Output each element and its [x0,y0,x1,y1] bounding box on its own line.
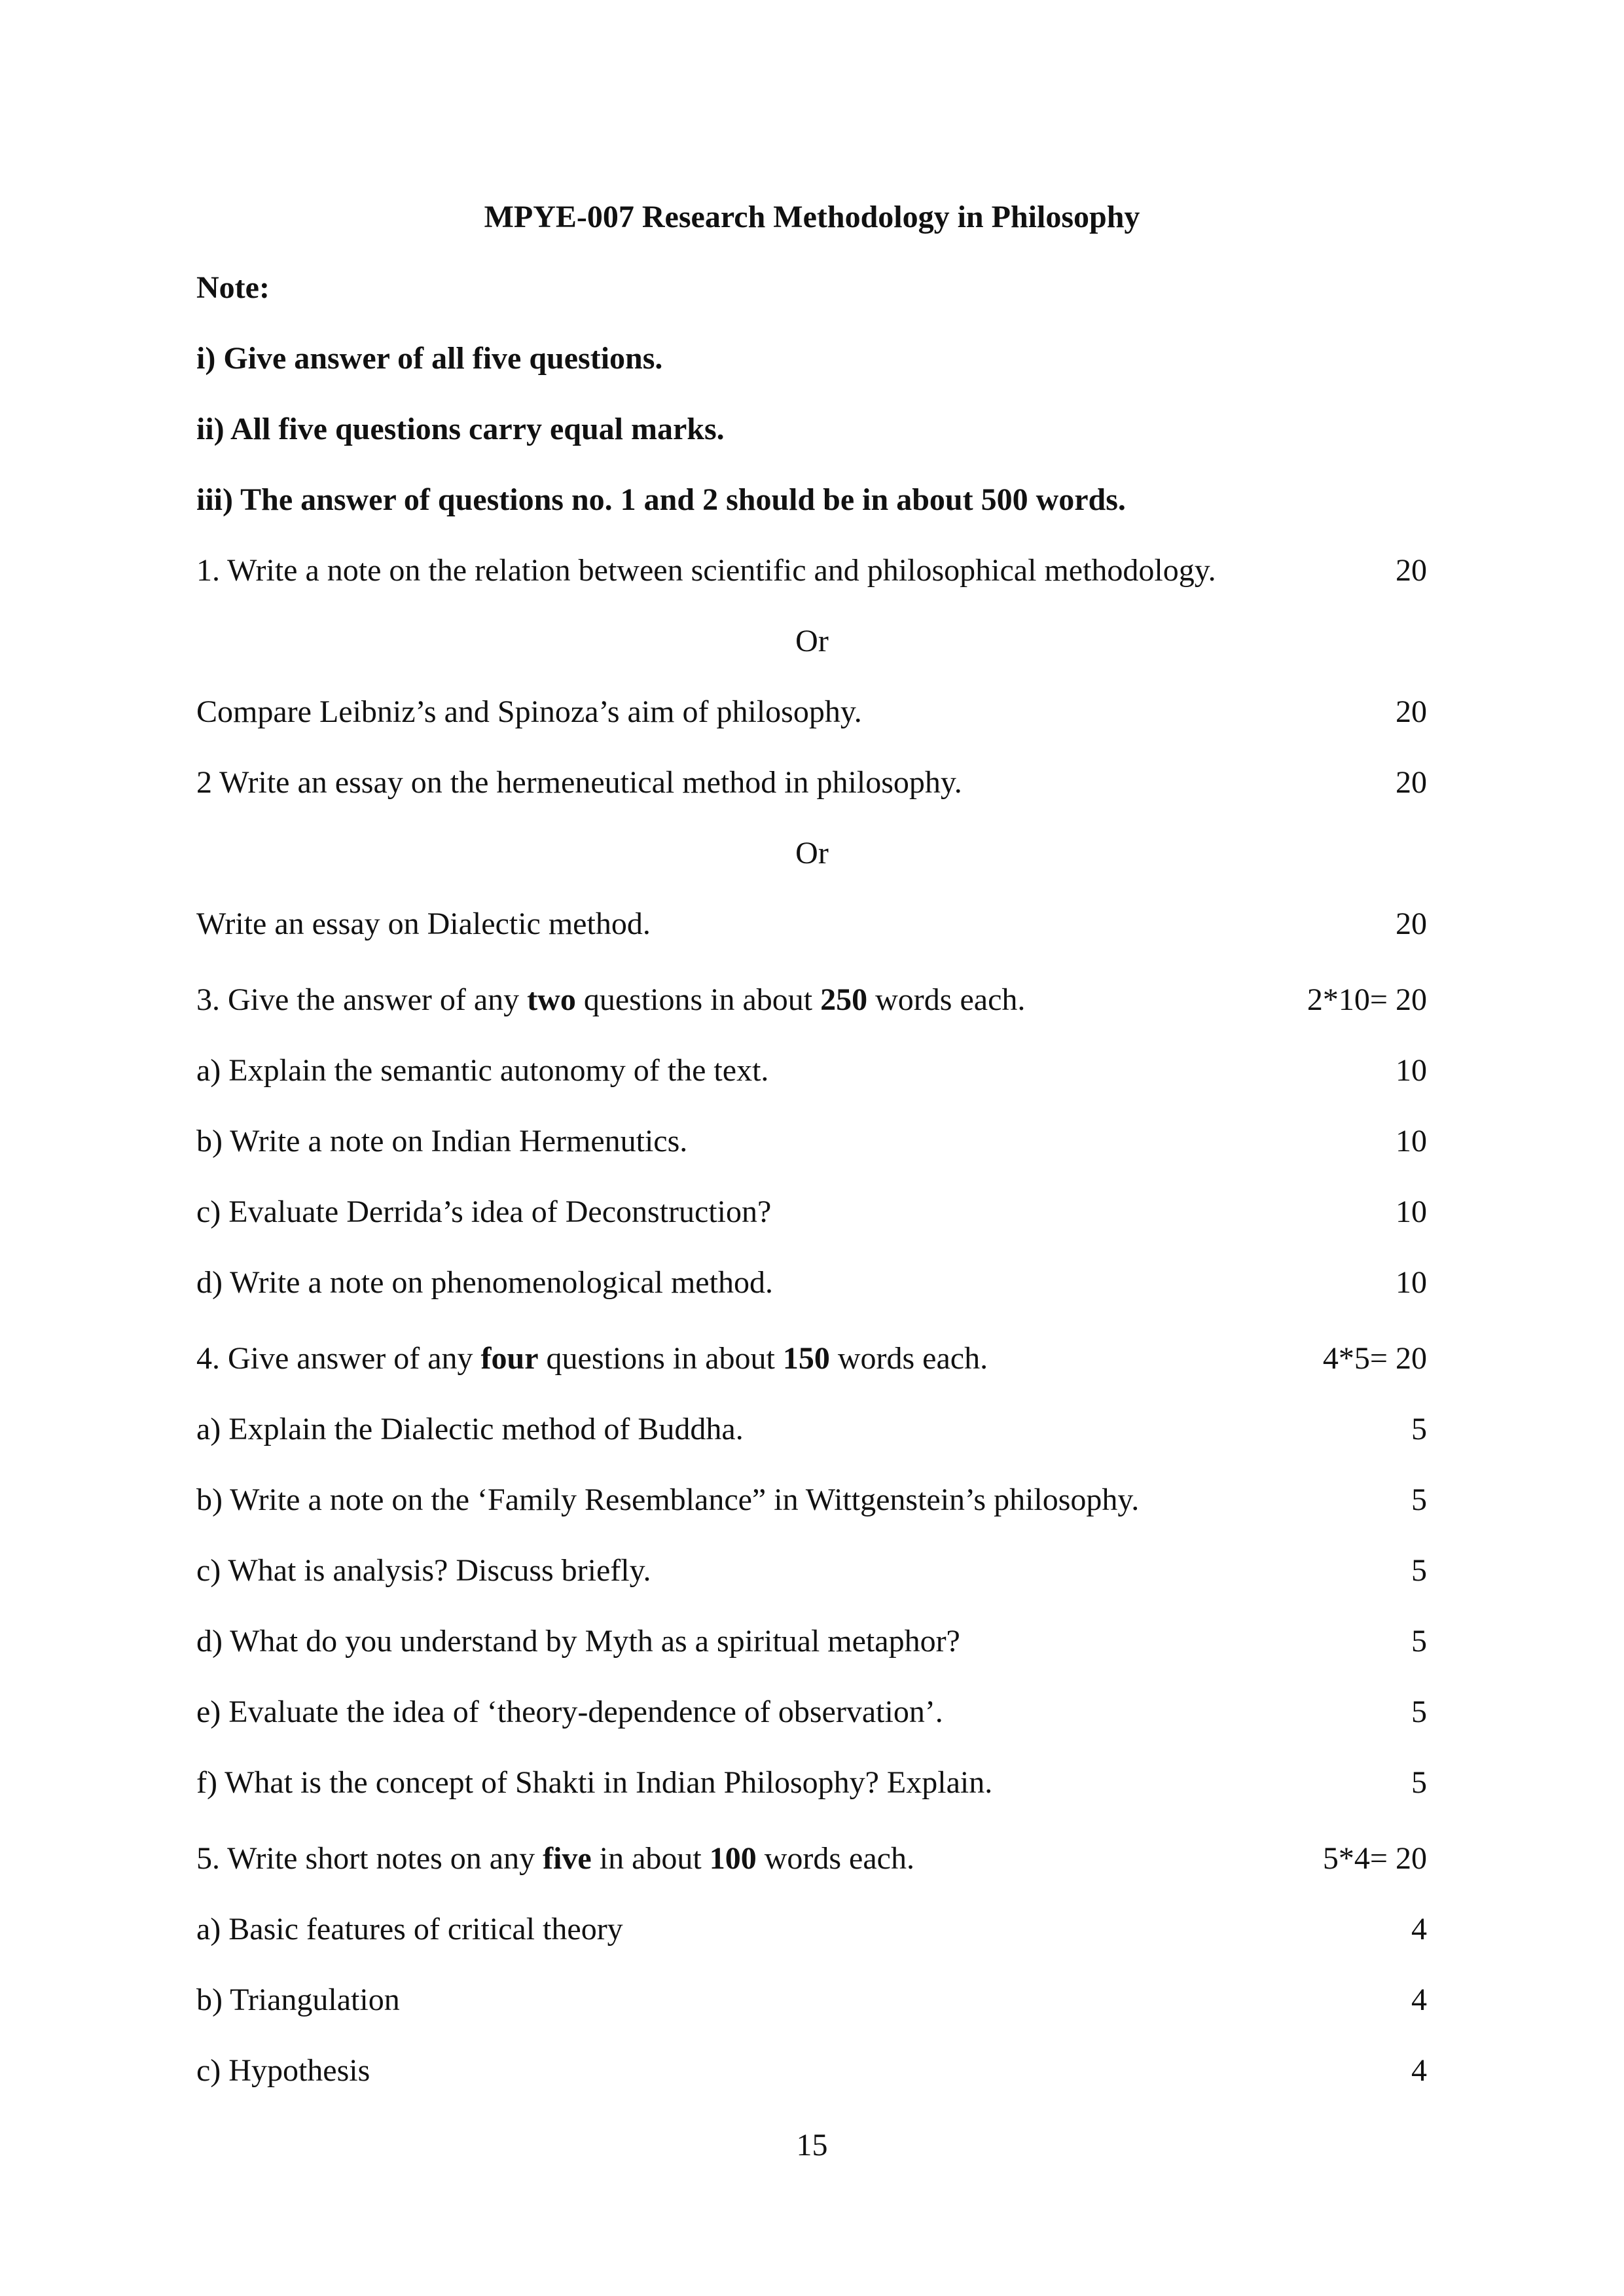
question-5-item-c: c) Hypothesis 4 [196,2053,1427,2088]
question-text: Write an essay on Dialectic method. [196,906,651,941]
or-separator: Or [795,836,829,870]
question-marks: 2*10= 20 [1307,982,1427,1017]
question-4-item-d: d) What do you understand by Myth as a spiritual metaphor? 5 [196,1624,1427,1659]
question-4-intro [196,1335,1427,1382]
question-3-intro [196,977,1427,1024]
question-text: 5. Write short notes on any five in about 100 words each. [196,1841,914,1876]
note-item-2: ii) All five questions carry equal marks. [196,412,725,446]
question-text: Compare Leibniz’s and Spinoza’s aim of philosophy. [196,694,862,729]
question-1-alternative [196,689,1427,736]
question-5-item-b: b) Triangulation 4 [196,1982,1427,2017]
question-marks: 5*4= 20 [1322,1841,1427,1876]
question-text: 1. Write a note on the relation between scientific and philosophical methodology. [196,553,1216,588]
note-heading: Note: [196,270,270,305]
question-3-item-c: c) Evaluate Derrida’s idea of Deconstruction? 10 [196,1194,1427,1229]
note-item-1: i) Give answer of all five questions. [196,341,663,376]
page-number: 15 [796,2128,828,2162]
question-4-item-b: b) Write a note on the ‘Family Resemblance” in Wittgenstein’s philosophy. 5 [196,1482,1427,1517]
question-4-item-e: e) Evaluate the idea of ‘theory-dependence of observation’. 5 [196,1695,1427,1729]
question-5-item-a: a) Basic features of critical theory 4 [196,1912,1427,1946]
question-1 [196,547,1427,594]
question-2-alternative [196,901,1427,948]
page-title: MPYE-007 Research Methodology in Philosophy [484,200,1140,234]
question-2 [196,759,1427,806]
question-3-item-a: a) Explain the semantic autonomy of the text. 10 [196,1053,1427,1088]
question-marks: 20 [1396,694,1427,729]
question-3-item-b: b) Write a note on Indian Hermenutics. 10 [196,1124,1427,1158]
question-4-item-f: f) What is the concept of Shakti in Indian Philosophy? Explain. 5 [196,1765,1427,1800]
question-text: 3. Give the answer of any two questions in about 250 words each. [196,982,1026,1017]
question-4-item-a: a) Explain the Dialectic method of Buddha. 5 [196,1412,1427,1446]
question-5-intro [196,1835,1427,1882]
question-text: 2 Write an essay on the hermeneutical method in philosophy. [196,765,962,800]
question-3-item-d: d) Write a note on phenomenological method. 10 [196,1265,1427,1300]
question-4-item-c: c) What is analysis? Discuss briefly. 5 [196,1553,1427,1588]
or-separator: Or [795,624,829,658]
question-marks: 20 [1396,765,1427,800]
note-item-3: iii) The answer of questions no. 1 and 2 should be in about 500 words. [196,482,1126,517]
question-marks: 20 [1396,906,1427,941]
question-marks: 4*5= 20 [1322,1341,1427,1376]
question-marks: 20 [1396,553,1427,588]
question-text: 4. Give answer of any four questions in about 150 words each. [196,1341,988,1376]
